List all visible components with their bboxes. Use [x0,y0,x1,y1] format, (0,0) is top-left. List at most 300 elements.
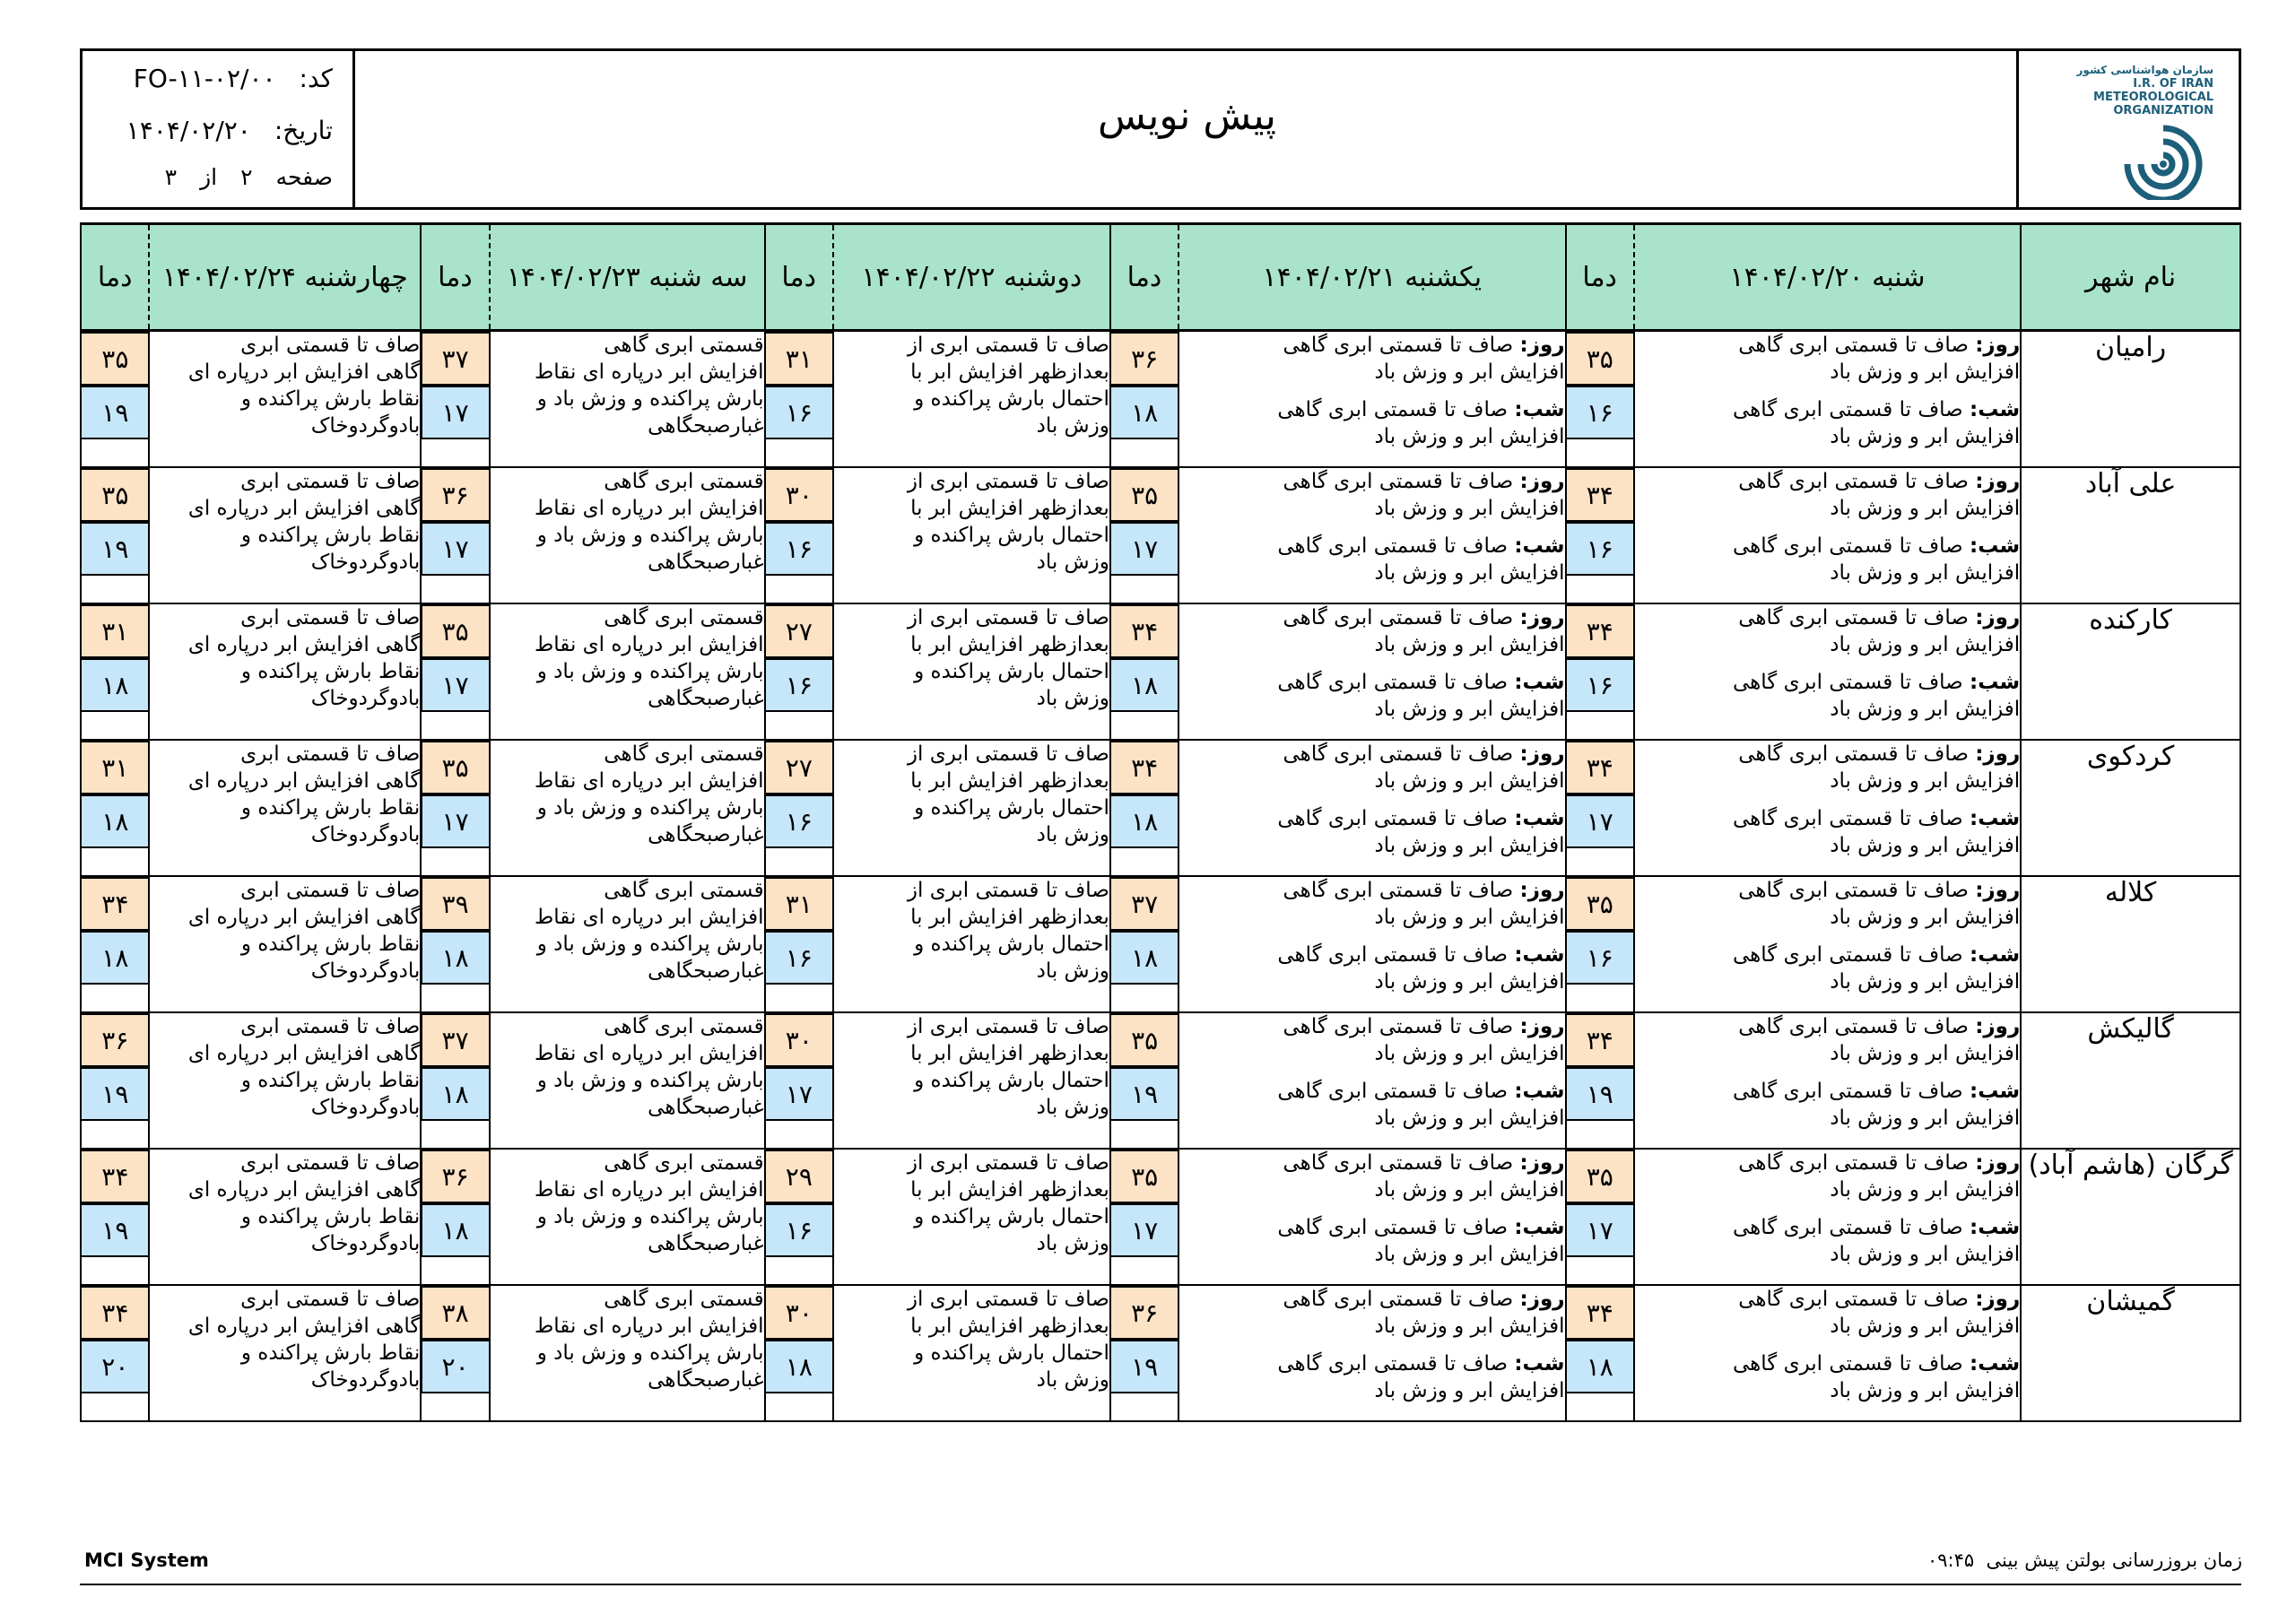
forecast-text: بارش پراکنده و وزش باد و [536,796,764,820]
night-forecast [1179,669,1564,723]
day-forecast [1179,332,1564,386]
date-row [126,116,333,152]
forecast-desc-day-3 [833,331,1110,468]
forecast-text-line [834,877,1109,904]
forecast-text-line [1635,604,2020,631]
forecast-text-line [1635,942,2020,968]
forecast-text-line [150,468,420,495]
temp-cell-day-3 [765,331,833,468]
forecast-text: غبارصبحگاهی [648,1368,764,1392]
date-label: تاریخ: [274,116,333,145]
forecast-text: صاف تا قسمتی ابری گاهی [1283,334,1514,357]
forecast-text: غبارصبحگاهی [648,551,764,574]
max-temp: ۳۷ [421,1013,489,1067]
forecast-text: افزایش ابر و وزش باد [1830,425,2021,448]
max-temp: ۳۷ [1109,877,1178,931]
forecast-text: قسمتی ابری گاهی [604,1288,764,1311]
forecast-text-line [1179,423,1564,450]
forecast-text: غبارصبحگاهی [648,1096,764,1119]
forecast-text: افزایش ابر و وزش باد [1830,1315,2021,1338]
min-temp: ۱۸ [1109,931,1178,985]
forecast-text: صاف تا قسمتی ابری گاهی [1733,671,1963,694]
document-meta [83,51,355,207]
night-forecast [1635,805,2020,859]
code-value: FO-۱۱-۰۲/۰۰ [133,64,276,93]
forecast-text-line [1635,1313,2020,1340]
forecast-desc-day-2 [1178,331,1565,468]
table-row [81,1149,2240,1285]
forecast-text-line [491,658,764,685]
column-day-5: چهارشنبه ۱۴۰۴/۰۲/۲۴ [149,224,421,331]
forecast-text-line [1635,832,2020,859]
forecast-text: وزش باد [1036,551,1109,574]
table-header-row [81,224,2240,331]
forecast-text-line [1635,1013,2020,1040]
forecast-text: گاهی افزایش ابر درپاره ای [187,1178,421,1202]
forecast-text: بادوگردوخاک [310,551,421,574]
min-temp: ۱۹ [80,386,148,439]
night-label: شب: [1514,1080,1565,1103]
forecast-text-line [834,685,1109,712]
forecast-text-line [1179,768,1564,794]
max-temp: ۳۱ [80,604,148,658]
temp-cell-day-4 [421,331,489,468]
temp-cell-day-3 [765,740,833,876]
forecast-text: افزایش ابر و وزش باد [1830,769,2021,793]
max-temp: ۳۶ [1109,332,1178,386]
temp-cell-day-4 [421,1285,489,1421]
forecast-text: غبارصبحگاهی [648,959,764,983]
forecast-text-line [491,1150,764,1176]
forecast-text-line [150,631,420,658]
page-total: ۳ [164,164,178,190]
forecast-text-line [491,794,764,821]
max-temp: ۳۶ [421,468,489,522]
forecast-text: بادوگردوخاک [310,823,421,846]
min-temp: ۲۰ [421,1340,489,1393]
forecast-text-line [1635,533,2020,560]
forecast-text: قسمتی ابری گاهی [604,742,764,766]
forecast-text: احتمال بارش پراکنده و [914,524,1109,547]
forecast-text-line [834,549,1109,576]
update-time: ۰۹:۴۵ [1926,1549,1975,1571]
forecast-text: افزایش ابر و وزش باد [1374,1315,1565,1338]
forecast-text-line [834,332,1109,359]
forecast-text: صاف تا قسمتی ابری گاهی [1277,671,1509,694]
min-temp: ۱۸ [421,931,489,985]
code-label: کد: [299,64,333,93]
day-label: روز: [1975,1015,2021,1038]
min-temp: ۱۶ [764,931,832,985]
forecast-text-line [491,1340,764,1367]
day-label: روز: [1519,879,1565,902]
day-forecast [1635,1013,2020,1067]
max-temp: ۳۱ [764,332,832,386]
forecast-text-line [150,549,420,576]
forecast-text: بعدازظهر افزایش ابر با [910,769,1109,793]
forecast-text: صاف تا قسمتی ابری از [907,1288,1109,1311]
max-temp: ۳۵ [1565,332,1633,386]
forecast-text-line [1179,1040,1564,1067]
city-name: گرگان (هاشم آباد) [2021,1149,2240,1285]
day-forecast [1635,877,2020,931]
forecast-text: قسمتی ابری گاهی [604,606,764,629]
forecast-text-line [150,931,420,958]
forecast-text-line [1635,468,2020,495]
night-forecast [1635,942,2020,995]
day-forecast [1179,877,1564,931]
forecast-text-line [1179,359,1564,386]
forecast-text: گاهی افزایش ابر درپاره ای [187,497,421,520]
forecast-text-line [834,412,1109,439]
day-label: روز: [1519,470,1565,493]
forecast-desc-day-5 [149,331,421,468]
forecast-text-line [150,768,420,794]
min-temp: ۱۶ [1565,658,1633,712]
forecast-text-line [1635,1214,2020,1241]
forecast-text: بعدازظهر افزایش ابر با [910,1315,1109,1338]
forecast-text-line [834,468,1109,495]
forecast-text-line [150,821,420,848]
temp-cell-day-3 [765,467,833,603]
forecast-text-line [1635,768,2020,794]
forecast-text: صاف تا قسمتی ابری گاهی [1277,1080,1509,1103]
max-temp: ۳۴ [1565,1013,1633,1067]
night-label: شب: [1970,671,2021,694]
forecast-text: قسمتی ابری گاهی [604,1015,764,1038]
forecast-text: افزایش ابر و وزش باد [1830,906,2021,929]
document-header [80,48,2241,210]
forecast-text: افزایش ابر و وزش باد [1374,698,1565,721]
day-forecast [1179,468,1564,522]
max-temp: ۳۵ [421,604,489,658]
forecast-text: افزایش ابر و وزش باد [1830,1379,2021,1402]
forecast-text-line [834,1094,1109,1121]
column-temp-4: دما [421,224,489,331]
forecast-text-line [834,821,1109,848]
night-label: شب: [1970,398,2021,421]
forecast-text: بارش پراکنده و وزش باد و [536,1205,764,1228]
column-day-2: یکشنبه ۱۴۰۴/۰۲/۲۱ [1178,224,1565,331]
forecast-text-line [1179,741,1564,768]
forecast-text-line [1635,1241,2020,1268]
table-row [81,1012,2240,1149]
city-name: علی آباد [2021,467,2240,603]
forecast-text-line [1179,1313,1564,1340]
forecast-text-line [150,604,420,631]
min-temp: ۱۷ [1565,1203,1633,1257]
min-temp: ۱۷ [1109,1203,1178,1257]
forecast-text-line [491,685,764,712]
footer-system: MCI System [84,1549,209,1571]
night-label: شب: [1970,1352,2021,1376]
min-temp: ۱۸ [1565,1340,1633,1393]
day-label: روز: [1975,1151,2021,1175]
forecast-text: افزایش ابر و وزش باد [1374,1107,1565,1130]
forecast-text: بارش پراکنده و وزش باد و [536,524,764,547]
min-temp: ۱۸ [1109,386,1178,439]
temp-cell-day-1 [1566,603,1634,740]
temp-cell-day-5 [81,1012,149,1149]
forecast-desc-day-2 [1178,467,1565,603]
forecast-text: بعدازظهر افزایش ابر با [910,906,1109,929]
min-temp: ۲۰ [80,1340,148,1393]
forecast-desc-day-2 [1178,1012,1565,1149]
temp-cell-day-3 [765,1149,833,1285]
forecast-text: صاف تا قسمتی ابری گاهی [1733,1216,1963,1239]
min-temp: ۱۶ [1565,931,1633,985]
forecast-text-line [1179,1214,1564,1241]
forecast-text: افزایش ابر و وزش باد [1374,1042,1565,1065]
max-temp: ۳۵ [80,332,148,386]
forecast-text-line [834,604,1109,631]
night-label: شب: [1514,807,1565,830]
forecast-text: افزایش ابر درپاره ای نقاط [535,497,764,520]
forecast-text: احتمال بارش پراکنده و [914,796,1109,820]
max-temp: ۲۷ [764,741,832,794]
forecast-text-line [1179,332,1564,359]
page-label: صفحه [275,164,333,190]
forecast-text-line [1635,332,2020,359]
forecast-text: نقاط بارش پراکنده و [240,660,421,683]
forecast-text-line [150,1203,420,1230]
forecast-text: بارش پراکنده و وزش باد و [536,1341,764,1365]
forecast-desc-day-5 [149,1149,421,1285]
forecast-text: گاهی افزایش ابر درپاره ای [187,906,421,929]
forecast-text-line [491,958,764,985]
forecast-text: افزایش ابر درپاره ای نقاط [535,769,764,793]
forecast-desc-day-2 [1178,740,1565,876]
night-forecast [1179,396,1564,450]
date-value: ۱۴۰۴/۰۲/۲۰ [126,116,251,145]
forecast-text-line [1635,359,2020,386]
forecast-text: احتمال بارش پراکنده و [914,1069,1109,1092]
temp-cell-day-4 [421,467,489,603]
min-temp: ۱۹ [1109,1340,1178,1393]
city-name: کردکوی [2021,740,2240,876]
forecast-text: افزایش ابر و وزش باد [1830,561,2021,585]
forecast-text-line [1179,1286,1564,1313]
forecast-text: افزایش ابر و وزش باد [1374,497,1565,520]
forecast-text: افزایش ابر درپاره ای نقاط [535,1315,764,1338]
forecast-desc-day-3 [833,603,1110,740]
column-day-4: سه شنبه ۱۴۰۴/۰۲/۲۳ [490,224,765,331]
forecast-text: افزایش ابر و وزش باد [1374,970,1565,994]
temp-cell-day-2 [1110,1285,1178,1421]
column-day-3: دوشنبه ۱۴۰۴/۰۲/۲۲ [833,224,1110,331]
forecast-text-line [491,1313,764,1340]
forecast-text: صاف تا قسمتی ابری از [907,879,1109,902]
forecast-text: صاف تا قسمتی ابری گاهی [1733,534,1963,558]
forecast-text-line [1635,423,2020,450]
table-row [81,603,2240,740]
night-forecast [1635,1350,2020,1404]
forecast-text: افزایش ابر و وزش باد [1374,1243,1565,1266]
night-forecast [1635,1078,2020,1132]
forecast-text-line [150,332,420,359]
forecast-text-line [1635,669,2020,696]
forecast-text-line [1635,396,2020,423]
forecast-text: بعدازظهر افزایش ابر با [910,633,1109,656]
forecast-text-line [1179,533,1564,560]
forecast-text: افزایش ابر درپاره ای نقاط [535,633,764,656]
night-forecast [1635,533,2020,586]
logo-text: سازمان هواشناسی کشور I.R. OF IRAN METEOROLOGICAL ORGANIZATION [2076,64,2213,117]
forecast-text: وزش باد [1036,687,1109,710]
forecast-text-line [150,794,420,821]
temp-cell-day-5 [81,740,149,876]
forecast-text: صاف تا قسمتی ابری گاهی [1738,879,1969,902]
forecast-text: صاف تا قسمتی ابری [240,606,421,629]
min-temp: ۱۷ [764,1067,832,1121]
forecast-text: صاف تا قسمتی ابری گاهی [1283,1015,1514,1038]
forecast-text-line [834,359,1109,386]
forecast-desc-day-5 [149,1012,421,1149]
night-label: شب: [1514,1216,1565,1239]
day-label: روز: [1519,606,1565,629]
forecast-text: صاف تا قسمتی ابری [240,879,421,902]
forecast-text: صاف تا قسمتی ابری گاهی [1277,534,1509,558]
forecast-text-line [150,958,420,985]
max-temp: ۲۹ [764,1150,832,1203]
update-label: زمان بروزرسانی بولتن پیش بینی [1986,1549,2242,1571]
forecast-text-line [150,1286,420,1313]
column-city: نام شهر [2021,224,2240,331]
temp-cell-day-1 [1566,1285,1634,1421]
forecast-text-line [1635,696,2020,723]
forecast-text: صاف تا قسمتی ابری گاهی [1733,1080,1963,1103]
page-of: از [200,164,218,190]
forecast-text: غبارصبحگاهی [648,414,764,438]
forecast-text: بادوگردوخاک [310,1368,421,1392]
temp-cell-day-1 [1566,1012,1634,1149]
forecast-text: نقاط بارش پراکنده و [240,933,421,956]
forecast-text-line [491,904,764,931]
forecast-text: صاف تا قسمتی ابری [240,742,421,766]
night-label: شب: [1514,671,1565,694]
column-temp-1: دما [1566,224,1634,331]
forecast-desc-day-1 [1634,1285,2021,1421]
forecast-text: افزایش ابر و وزش باد [1830,1178,2021,1202]
forecast-text: افزایش ابر و وزش باد [1830,698,2021,721]
forecast-text-line [150,1150,420,1176]
min-temp: ۱۹ [80,1203,148,1257]
forecast-text: صاف تا قسمتی ابری گاهی [1738,1288,1969,1311]
min-temp: ۱۸ [1109,658,1178,712]
forecast-text: بعدازظهر افزایش ابر با [910,1042,1109,1065]
min-temp: ۱۶ [764,658,832,712]
forecast-text-line [491,768,764,794]
max-temp: ۳۵ [1109,468,1178,522]
forecast-text-line [834,1286,1109,1313]
night-forecast [1635,669,2020,723]
forecast-text-line [1635,560,2020,586]
forecast-text-line [491,1230,764,1257]
footer-update-time [1927,1549,2242,1571]
forecast-text: صاف تا قسمتی ابری [240,470,421,493]
max-temp: ۳۶ [80,1013,148,1067]
max-temp: ۳۶ [1109,1286,1178,1340]
forecast-text-line [491,741,764,768]
forecast-text: صاف تا قسمتی ابری گاهی [1277,398,1509,421]
forecast-text: افزایش ابر و وزش باد [1374,425,1565,448]
forecast-text: بارش پراکنده و وزش باد و [536,1069,764,1092]
forecast-text: احتمال بارش پراکنده و [914,660,1109,683]
temp-cell-day-2 [1110,1012,1178,1149]
forecast-text-line [491,1286,764,1313]
max-temp: ۳۴ [1565,741,1633,794]
night-label: شب: [1514,1352,1565,1376]
forecast-text: غبارصبحگاهی [648,687,764,710]
temp-cell-day-1 [1566,876,1634,1012]
forecast-text: صاف تا قسمتی ابری گاهی [1733,943,1963,967]
day-forecast [1179,1013,1564,1067]
max-temp: ۳۵ [1109,1150,1178,1203]
footer-divider [80,1584,2241,1585]
forecast-text: صاف تا قسمتی ابری گاهی [1738,334,1969,357]
max-temp: ۳۸ [421,1286,489,1340]
forecast-desc-day-5 [149,1285,421,1421]
forecast-text-line [150,1176,420,1203]
min-temp: ۱۷ [421,522,489,576]
forecast-text: وزش باد [1036,1096,1109,1119]
max-temp: ۳۵ [1565,1150,1633,1203]
forecast-text: افزایش ابر و وزش باد [1374,633,1565,656]
forecast-text: احتمال بارش پراکنده و [914,1205,1109,1228]
day-label: روز: [1975,606,2021,629]
temp-cell-day-4 [421,1149,489,1285]
day-label: روز: [1519,1288,1565,1311]
night-label: شب: [1514,943,1565,967]
forecast-text: افزایش ابر و وزش باد [1374,360,1565,384]
day-forecast [1179,741,1564,794]
min-temp: ۱۹ [80,522,148,576]
forecast-text-line [491,1203,764,1230]
forecast-text-line [491,1367,764,1393]
forecast-text: صاف تا قسمتی ابری گاهی [1277,1352,1509,1376]
max-temp: ۳۵ [80,468,148,522]
forecast-text: قسمتی ابری گاهی [604,334,764,357]
forecast-text: افزایش ابر و وزش باد [1830,497,2021,520]
forecast-text-line [834,904,1109,931]
max-temp: ۳۵ [1565,877,1633,931]
max-temp: ۳۱ [80,741,148,794]
day-label: روز: [1975,334,2021,357]
forecast-text: نقاط بارش پراکنده و [240,1069,421,1092]
forecast-text: احتمال بارش پراکنده و [914,1341,1109,1365]
night-label: شب: [1970,807,2021,830]
forecast-text-line [150,904,420,931]
forecast-text-line [1179,696,1564,723]
temp-cell-day-2 [1110,603,1178,740]
city-name: رامیان [2021,331,2240,468]
night-forecast [1179,1214,1564,1268]
organization-logo [2016,51,2239,207]
forecast-desc-day-4 [490,331,765,468]
forecast-desc-day-5 [149,467,421,603]
forecast-text: گاهی افزایش ابر درپاره ای [187,769,421,793]
forecast-text-line [491,386,764,412]
forecast-desc-day-1 [1634,740,2021,876]
forecast-text: افزایش ابر و وزش باد [1374,906,1565,929]
forecast-text: صاف تا قسمتی ابری [240,1015,421,1038]
day-forecast [1179,1286,1564,1340]
temp-cell-day-2 [1110,1149,1178,1285]
forecast-text-line [1179,904,1564,931]
forecast-text: صاف تا قسمتی ابری [240,1288,421,1311]
forecast-desc-day-4 [490,1285,765,1421]
forecast-text-line [834,1013,1109,1040]
